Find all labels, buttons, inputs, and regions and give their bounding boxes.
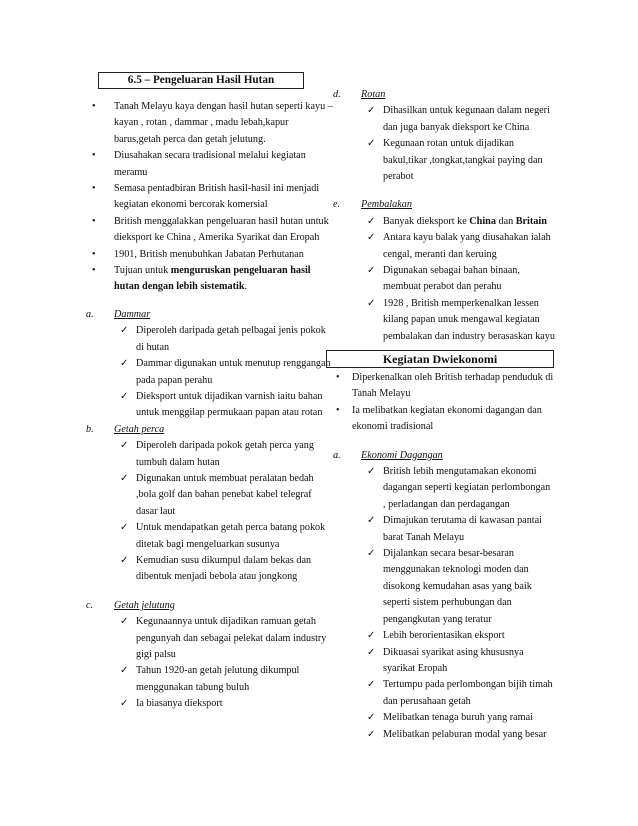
- checkmark-icon: ✓: [367, 265, 376, 277]
- list-item: ✓ Kegunaannya untuk dijadikan ramuan getah pengunyah dan sebagai pelekat dalam industry gigi palsu: [120, 616, 327, 660]
- list-item: ✓ Diperoleh daripada getah pelbagai jenis pokok di hutan: [120, 325, 326, 353]
- list-item: ✓ Digunakan sebagai bahan binaan, membuat perabot dan perahu: [367, 265, 520, 293]
- bullet-icon: •: [92, 215, 96, 227]
- list-item: • Ia melibatkan kegiatan ekonomi dagangan dan ekonomi tradisional: [336, 404, 542, 433]
- checkmark-icon: ✓: [367, 138, 376, 150]
- check-list: [114, 438, 334, 586]
- section-dammar: [86, 307, 334, 422]
- bullet-icon: •: [92, 150, 96, 162]
- list-item: ✓ Dikuasai syarikat asing khususnya syarikat Eropah: [367, 646, 524, 674]
- list-item: • 1901, British menubuhkan Jabatan Perhutanan: [86, 247, 334, 263]
- check-list: [361, 464, 555, 743]
- checkmark-icon: ✓: [367, 232, 376, 244]
- list-item: ✓ Kegunaan rotan untuk dijadikan bakul,tikar ,tongkat,tangkai paying dan perabot: [367, 138, 543, 183]
- checkmark-icon: ✓: [367, 215, 376, 227]
- checkmark-icon: ✓: [367, 297, 376, 309]
- list-item: • Diusahakan secara tradisional melalui kegiatan meramu: [92, 150, 306, 178]
- list-item: ✓ Tertumpu pada perlombongan bijih timah dan perusahaan getah: [367, 679, 553, 707]
- section-title-hasil-hutan: 6.5 – Pengeluaran Hasil Hutan: [98, 72, 304, 89]
- dwiekonomi-bullet-list: [326, 370, 555, 436]
- list-item: ✓ Dammar digunakan untuk menutup renggangan pada papan perahu: [120, 358, 331, 386]
- bullet-icon: •: [92, 183, 96, 195]
- list-item: ✓ Untuk mendapatkan getah perca batang pokok ditetak bagi mengeluarkan susunya: [120, 522, 326, 550]
- list-item: ✓ Melibatkan tenaga buruh yang ramai: [361, 710, 555, 726]
- list-item: ✓ Digunakan untuk membuat peralatan bedah ,bola golf dan bahan penebat kabel telegraf dasar laut: [120, 472, 314, 517]
- check-list: [361, 214, 555, 345]
- list-item: • British menggalakkan pengeluaran hasil hutan untuk dieksport ke China , Amerika Syarikat dan Eropah: [92, 215, 329, 244]
- list-item: ✓ Kemudian susu dikumpul dalam bekas dan dibentuk menjadi bebola atau jongkong: [120, 554, 312, 583]
- checkmark-icon: ✓: [120, 698, 129, 710]
- checkmark-icon: ✓: [367, 466, 376, 478]
- section-heading: c. Getah jelutung: [86, 599, 175, 611]
- intro-bullet-list: [86, 99, 334, 296]
- check-list: [114, 614, 334, 712]
- checkmark-icon: ✓: [120, 440, 129, 452]
- section-heading: e. Pembalakan: [333, 199, 412, 211]
- checkmark-icon: ✓: [120, 325, 129, 337]
- checkmark-icon: ✓: [120, 522, 129, 534]
- checkmark-icon: ✓: [120, 616, 129, 628]
- section-getah-perca: [86, 422, 334, 586]
- bullet-icon: •: [336, 404, 340, 416]
- list-item: ✓ Dihasilkan untuk kegunaan dalam negeri dan juga banyak dieksport ke China: [367, 105, 550, 133]
- list-item: ✓ Ia biasanya dieksport: [114, 696, 334, 712]
- list-item: • Tanah Melayu kaya dengan hasil hutan seperti kayu – kayan , rotan , dammar , madu lebah,kapur barus,getah perca dan getah jelutung.: [92, 101, 333, 145]
- section-heading: a. Ekonomi Dagangan: [333, 449, 443, 461]
- checkmark-icon: ✓: [367, 646, 376, 658]
- check-list: [114, 323, 334, 421]
- section-heading: b. Getah perca: [86, 423, 165, 435]
- list-item: • Tujuan untuk menguruskan pengeluaran hasil hutan dengan lebih sistematik.: [92, 265, 311, 293]
- list-item: ✓ Lebih berorientasikan eksport: [361, 628, 555, 644]
- right-column-bottom: [326, 370, 555, 743]
- list-item: • Semasa pentadbiran British hasil-hasil ini menjadi kegiatan ekonomi bercorak komersial: [92, 183, 320, 211]
- check-list: [361, 103, 555, 185]
- list-item: ✓ Banyak dieksport ke China dan Britain: [361, 214, 555, 230]
- list-item: ✓ Tahun 1920-an getah jelutung dikumpul menggunakan tabung buluh: [120, 665, 300, 693]
- checkmark-icon: ✓: [367, 712, 376, 724]
- checkmark-icon: ✓: [367, 630, 376, 642]
- left-column: [86, 99, 334, 713]
- list-item: ✓ Antara kayu balak yang diusahakan ialah cengal, meranti dan keruing: [367, 232, 551, 260]
- checkmark-icon: ✓: [120, 665, 129, 677]
- checkmark-icon: ✓: [120, 472, 129, 484]
- bullet-icon: •: [336, 372, 340, 383]
- checkmark-icon: ✓: [367, 548, 376, 560]
- checkmark-icon: ✓: [367, 515, 376, 527]
- checkmark-icon: ✓: [367, 105, 376, 117]
- right-column-top: [333, 87, 555, 345]
- section-heading: a. Dammar: [86, 308, 151, 320]
- section-title-dwiekonomi: Kegiatan Dwiekonomi: [326, 350, 554, 368]
- list-item: ✓ British lebih mengutamakan ekonomi dagangan seperti kegiatan perlombongan , perladangan dan perdagangan: [367, 466, 551, 510]
- checkmark-icon: ✓: [367, 728, 376, 740]
- checkmark-icon: ✓: [120, 358, 129, 370]
- bullet-icon: •: [92, 248, 96, 260]
- section-getah-jelutung: [86, 598, 334, 713]
- list-item: • Diperkenalkan oleh British terhadap penduduk di Tanah Melayu: [336, 372, 554, 400]
- list-item: ✓ Dijalankan secara besar-besaran menggunakan teknologi moden dan disokong kemudahan asas yang baik seperti sistem perhubungan dan pengangkutan yang teratur: [367, 548, 532, 625]
- checkmark-icon: ✓: [367, 679, 376, 691]
- section-heading: d. Rotan: [333, 89, 386, 100]
- section-pembalakan: [333, 197, 555, 345]
- list-item: ✓ Diperoleh daripada pokok getah perca yang tumbuh dalam hutan: [120, 440, 314, 468]
- bullet-icon: •: [92, 265, 96, 277]
- checkmark-icon: ✓: [120, 554, 129, 566]
- checkmark-icon: ✓: [120, 390, 129, 402]
- section-ekonomi-dagangan: [326, 448, 555, 743]
- bullet-icon: •: [92, 101, 96, 112]
- list-item: ✓ Dimajukan terutama di kawasan pantai barat Tanah Melayu: [367, 515, 542, 543]
- list-item: ✓ Melibatkan pelaburan modal yang besar: [361, 727, 555, 743]
- list-item: ✓ 1928 , British memperkenalkan lessen kilang papan unuk mengawal kegiatan pembalakan dan industry berasaskan kayu: [367, 297, 555, 342]
- list-item: ✓ Dieksport untuk dijadikan varnish iaitu bahan untuk menggilap permukaan papan atau rotan: [120, 390, 323, 419]
- section-rotan: [333, 87, 555, 185]
